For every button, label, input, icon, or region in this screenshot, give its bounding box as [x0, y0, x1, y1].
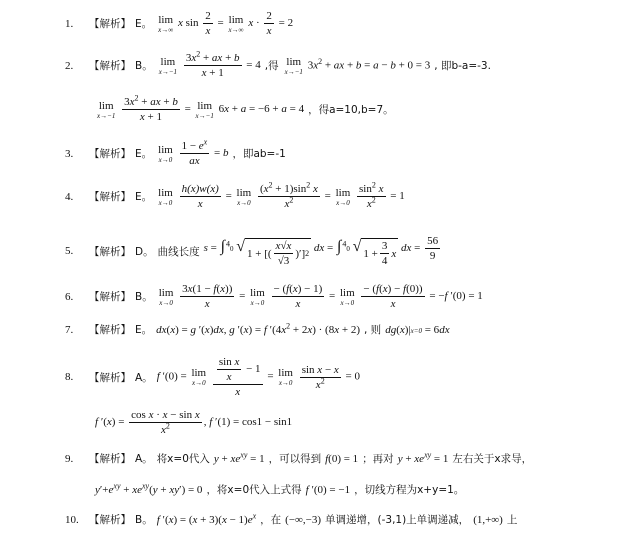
answer-choice: A。: [135, 453, 153, 465]
answer-choice: B。: [135, 291, 153, 303]
note: 曲线长度: [157, 245, 200, 258]
formula: lim x→0 $\frac{h(x)w(x)}{x}$ = lim x→0 $\frac{(x^2 + 1)\sin^2 x}{x^2}$ = lim x→0 $\frac{\sin^2 x}{x^2}$ = 1: [158, 180, 405, 210]
item-5: [65, 234, 442, 268]
item-6: [65, 282, 483, 311]
item-1: [65, 9, 293, 38]
formula: f $'(x) = (x + 3)(x - 1)e^x$: [156, 510, 257, 526]
item-number: 5.: [65, 245, 74, 258]
note: 上: [506, 514, 518, 526]
formula: lim x→∞ x sin $\frac{2}{x}$ = lim x→∞ x · $\frac{2}{x}$ = 2: [158, 10, 294, 37]
analysis-tag: 【解析】: [89, 324, 131, 336]
analysis-tag: 【解析】: [89, 453, 131, 465]
item-number: 10.: [65, 513, 79, 526]
formula: f(0) = 1: [325, 452, 359, 465]
note: ，将x=0代入上式得: [206, 484, 302, 496]
formula: $y + xe^{xy} = 1$: [397, 449, 449, 465]
formula: lim x→−1 $\frac{3x^2 + ax + b}{x + 1}$ = lim x→−1 6x + a = −6 + a = 4: [97, 93, 305, 123]
answer-choice: E。: [135, 324, 153, 336]
note: ，切线方程为x+y=1。: [354, 484, 465, 496]
note: ，得a=10,b=7。: [308, 104, 394, 116]
item-number: 9.: [65, 452, 74, 465]
answer-choice: B。: [135, 60, 153, 72]
analysis-tag: 【解析】: [89, 291, 131, 303]
item-number: 6.: [65, 290, 74, 303]
answer-choice: E。: [135, 148, 153, 160]
formula: f ′(0) = −1: [305, 483, 351, 496]
note: 将x=0代入: [156, 453, 210, 465]
item-number: 4.: [65, 190, 74, 203]
formula: f ′(x) = $\frac{\text{cos x · x − sin x}}{x^2}$ , f ′(1) = cos1 − sin1: [95, 409, 293, 436]
note: ，即ab=-1: [232, 148, 286, 160]
formula: lim x→−1 $3x^2$ + ax + b = a − b + 0 = 3: [284, 55, 431, 76]
note: 左右关于x求导，: [452, 453, 533, 465]
note: 单调递增，(-3,1)上单调递减，: [325, 514, 470, 526]
formula: s = ∫$^4$0 √ 1 + [( $\frac{x√x}{√3}$ )′] 2 dx = ∫$^4$0 √ 1 + $\frac{3}{4}$ x dx = $\frac{56}{9}$: [203, 235, 439, 268]
item-number: 8.: [65, 371, 74, 383]
note: , 即b-a=-3.: [434, 60, 491, 72]
item-number: 3.: [65, 147, 74, 160]
item-10: [65, 512, 517, 527]
formula: dg(x)|x=0 = 6dx: [385, 323, 450, 336]
analysis-tag: 【解析】: [89, 148, 131, 160]
item-8: [65, 355, 360, 399]
analysis-tag: 【解析】: [89, 514, 131, 526]
item-7: [65, 322, 450, 337]
analysis-tag: 【解析】: [89, 245, 131, 258]
note: ；再对: [362, 453, 394, 465]
note: ，在: [260, 514, 282, 526]
formula: lim x→0 $\frac{3x(1 - f(x))}{x}$ = lim x→0 $\frac{- (f(x) - 1)}{x}$ = lim x→0 $\frac{- (f(x) - f(0))}{x}$ = −f ′(0) = 1: [158, 283, 483, 310]
analysis-tag: 【解析】: [89, 60, 131, 72]
analysis-tag: 【解析】: [89, 18, 131, 30]
answer-choice: B。: [135, 514, 153, 526]
item-9: [65, 451, 532, 466]
item-2: [65, 51, 491, 80]
formula: f ′(0) = lim x→0 $\frac{\text{sin x}}{x}$ − 1 x = lim x→0 $\frac{\text{sin x − x}}{x^2}$ = 0: [156, 356, 361, 398]
formula: $y + xe^{xy} = 1$: [213, 449, 265, 465]
answer-choice: A。: [135, 371, 153, 384]
note: ，可以得到: [268, 453, 322, 465]
analysis-tag: 【解析】: [89, 191, 131, 203]
item-number: 2.: [65, 59, 74, 72]
item-9-continued: [95, 482, 464, 497]
item-4: [65, 182, 405, 211]
formula: (−∞,−3): [285, 513, 321, 526]
answer-choice: E。: [135, 191, 153, 203]
item-2-continued: [95, 95, 394, 124]
formula: dx(x) = g ′(x)dx, g ′(x) = f $'(4x^2 + 2x) \cdot (8x + 2)$: [156, 320, 360, 336]
formula: (1,+∞): [473, 513, 503, 526]
formula: $y'+e^{xy} + xe^{xy}(y + xy') = 0$: [95, 480, 203, 496]
formula: lim x→−1 $\frac{3x^2 + ax + b}{x + 1}$ = 4: [158, 49, 261, 79]
item-8-continued: [95, 408, 292, 437]
item-3: [65, 139, 286, 168]
formula: lim x→0 $\frac{1 - e^x}{ax}$ = b: [158, 137, 229, 167]
item-number: 1.: [65, 17, 74, 30]
answer-choice: D。: [135, 245, 154, 258]
note: , 则: [364, 324, 382, 336]
note: ,得: [264, 60, 279, 72]
item-number: 7.: [65, 323, 74, 336]
answer-choice: E。: [135, 18, 153, 30]
analysis-tag: 【解析】: [89, 371, 131, 384]
